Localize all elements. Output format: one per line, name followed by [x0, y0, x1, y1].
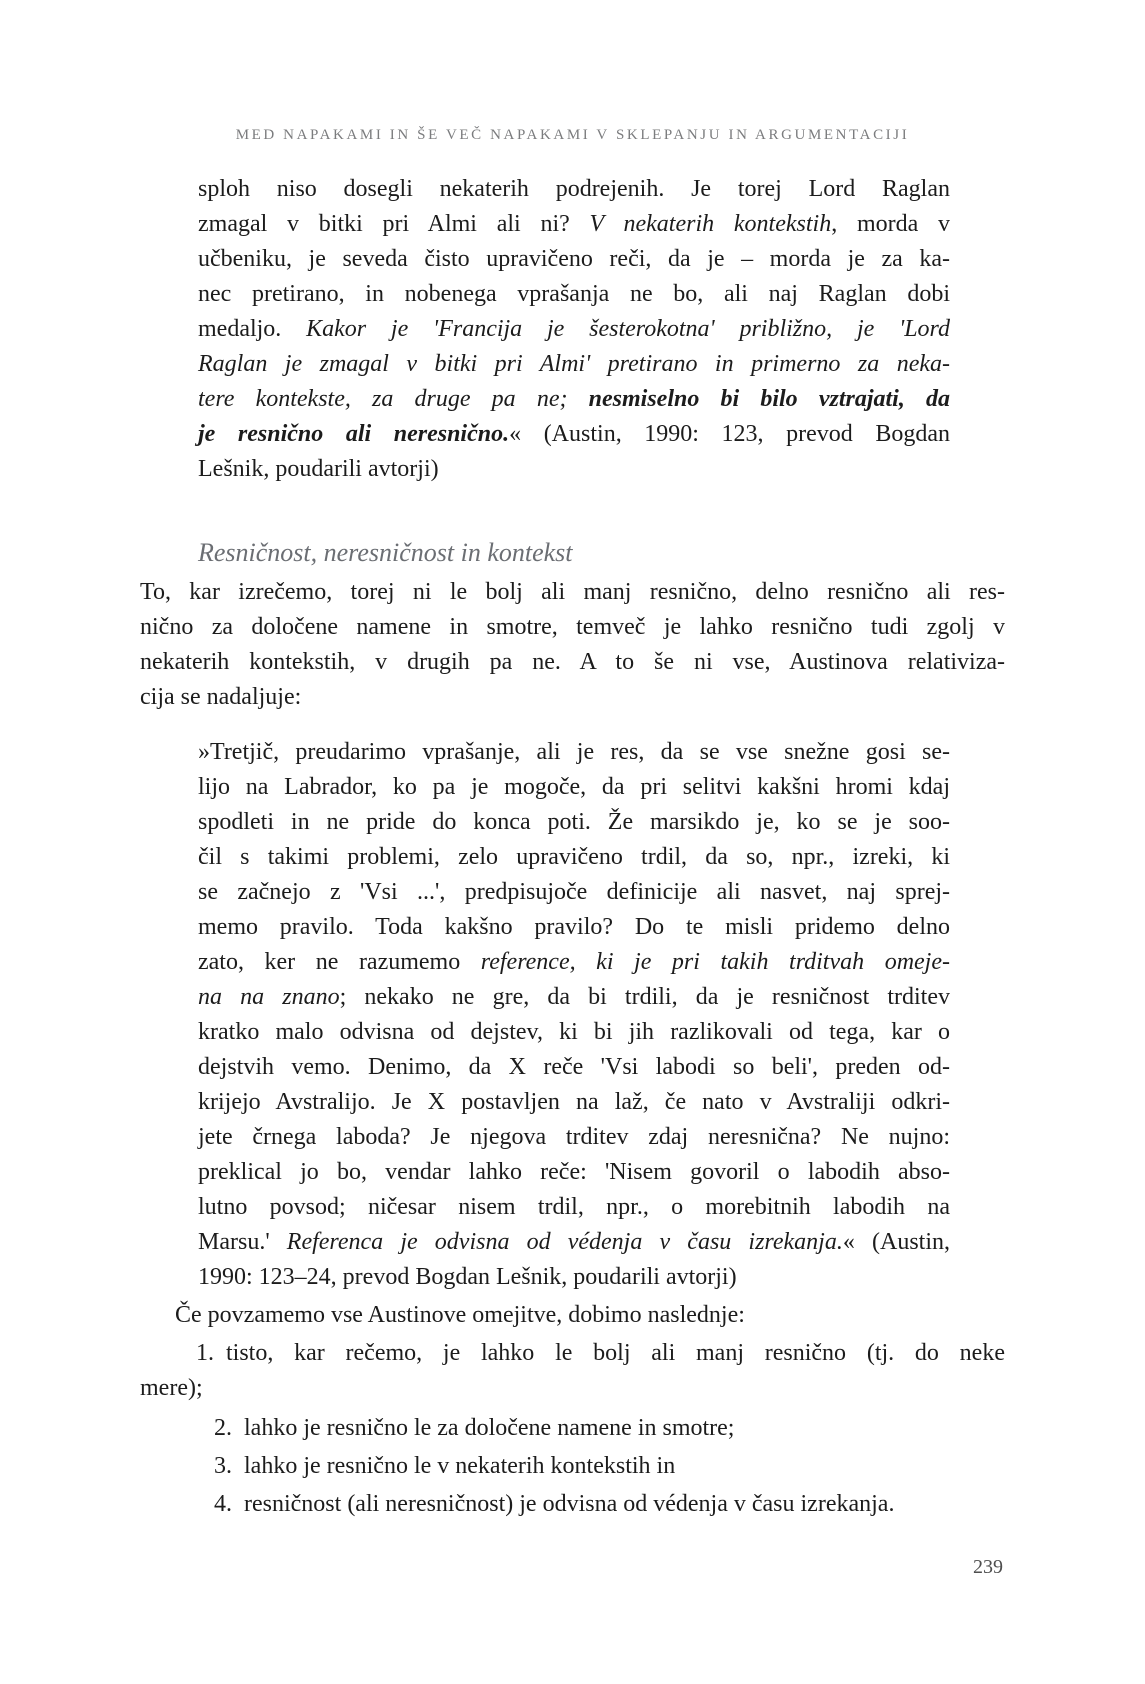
text-line [140, 1336, 1005, 1371]
text-line [198, 1120, 950, 1155]
text-segment: jete črnega laboda? Je njegova trditev zdaj neresnična? Ne nujno: [198, 1124, 950, 1150]
text-segment: nekaterih kontekstih, v drugih pa ne. A to še ni vse, Austinova relativiza- [140, 649, 1005, 675]
text-segment: Lešnik, poudarili avtorji) [198, 456, 439, 482]
text-line [198, 1050, 950, 1085]
text-line [198, 1155, 950, 1190]
text-segment: Raglan je zmagal v bitki pri Almi' pretirano in primerno za neka- [198, 351, 950, 377]
text-line [198, 207, 950, 242]
paragraph-intro [140, 575, 1005, 715]
text-segment: To, kar izrečemo, torej ni le bolj ali manj resnično, delno resnično ali res- [140, 579, 1005, 605]
text-line [140, 1449, 1005, 1484]
text-segment: cija se nadaljuje: [140, 684, 302, 710]
text-line [140, 1298, 1005, 1333]
text-segment: « (Austin, [842, 1229, 950, 1255]
text-segment: nesmiselno bi bilo vztrajati, da [588, 386, 950, 412]
text-line [198, 172, 950, 207]
text-segment: Marsu.' [198, 1229, 287, 1255]
text-line [198, 452, 950, 487]
text-segment: kratko malo odvisna od dejstev, ki bi jih razlikovali od tega, kar o [198, 1019, 950, 1045]
text-segment: čil s takimi problemi, zelo upravičeno trdil, da so, npr., izreki, ki [198, 844, 950, 870]
text-line [140, 1371, 1005, 1406]
text-segment: , morda v [831, 211, 951, 237]
text-line [140, 575, 1005, 610]
text-line [198, 1260, 950, 1295]
text-line [198, 1225, 950, 1260]
text-segment: Če povzamemo vse Austinove omejitve, dobimo naslednje: [175, 1302, 745, 1328]
text-segment: 3. lahko je resnično le v nekaterih kontekstih in [214, 1453, 676, 1479]
text-line [198, 1190, 950, 1225]
text-segment: reference, ki je pri takih trditvah omeje- [480, 949, 950, 975]
text-line [140, 1487, 1005, 1522]
text-segment: je resnično ali neresnično. [198, 421, 510, 447]
text-segment: učbeniku, je seveda čisto upravičeno reči, da je – morda je za ka- [198, 246, 950, 272]
text-line [140, 680, 1005, 715]
text-segment: sploh niso dosegli nekaterih podrejenih. Je torej Lord Raglan [198, 176, 950, 202]
running-head: MED NAPAKAMI IN ŠE VEČ NAPAKAMI V SKLEPANJU IN ARGUMENTACIJI [235, 127, 910, 143]
text-segment: medaljo. [198, 316, 307, 342]
text-segment: na na znano [198, 984, 340, 1010]
text-segment: ; nekako ne gre, da bi trdili, da je resničnost trditev [339, 984, 951, 1010]
text-line [198, 735, 950, 770]
text-segment: mere); [140, 1375, 203, 1401]
text-line [198, 382, 950, 417]
text-line [198, 980, 950, 1015]
text-segment: 4. resničnost (ali neresničnost) je odvisna od védenja v času izrekanja. [214, 1491, 895, 1517]
text-segment: Referenca je odvisna od védenja v času izrekanja. [286, 1229, 843, 1255]
text-line [198, 875, 950, 910]
text-segment: V nekaterih kontekstih [589, 211, 832, 237]
text-segment: nično za določene namene in smotre, temveč je lahko resnično tudi zgolj v [140, 614, 1005, 640]
text-line [198, 770, 950, 805]
text-line [198, 312, 950, 347]
text-line [198, 840, 950, 875]
text-line [140, 610, 1005, 645]
text-line [198, 805, 950, 840]
text-segment: tere kontekste, za druge pa ne; [198, 386, 589, 412]
text-segment: lijo na Labrador, ko pa je mogoče, da pri selitvi kakšni hromi kdaj [198, 774, 950, 800]
text-segment: preklical jo bo, vendar lahko reče: 'Nisem govoril o labodih abso- [198, 1159, 950, 1185]
text-line [198, 417, 950, 452]
text-segment: zato, ker ne razumemo [198, 949, 481, 975]
text-segment: zmagal v bitki pri Almi ali ni? [198, 211, 590, 237]
text-segment: « (Austin, 1990: 123, prevod Bogdan [509, 421, 950, 447]
numbered-list [140, 1336, 1005, 1522]
section-heading: Resničnost, neresničnost in kontekst [198, 538, 573, 567]
text-segment: krijejo Avstralijo. Je X postavljen na laž, če nato v Avstraliji odkri- [198, 1089, 950, 1115]
text-line [198, 277, 950, 312]
text-segment: lutno povsod; ničesar nisem trdil, npr., o morebitnih labodih na [198, 1194, 950, 1220]
text-line [140, 645, 1005, 680]
text-line [198, 347, 950, 382]
text-line [198, 242, 950, 277]
text-segment: memo pravilo. Toda kakšno pravilo? Do te misli pridemo delno [198, 914, 950, 940]
text-segment: Kakor je 'Francija je šesterokotna' približno, je 'Lord [306, 316, 951, 342]
text-line [140, 1411, 1005, 1446]
text-column [140, 172, 1005, 1522]
text-segment: dejstvih vemo. Denimo, da X reče 'Vsi labodi so beli', preden od- [198, 1054, 950, 1080]
text-segment: 2. lahko je resnično le za določene namene in smotre; [214, 1415, 735, 1441]
blockquote-austin-1 [198, 172, 950, 487]
text-segment: spodleti in ne pride do konca poti. Že marsikdo je, ko se je soo- [198, 809, 950, 835]
text-line [198, 1085, 950, 1120]
text-segment: 1990: 123–24, prevod Bogdan Lešnik, poudarili avtorji) [198, 1264, 737, 1290]
text-segment: »Tretjič, preudarimo vprašanje, ali je res, da se vse snežne gosi se- [198, 739, 950, 765]
page-number: 239 [973, 1556, 1003, 1578]
blockquote-austin-2 [198, 735, 950, 1295]
text-line [198, 945, 950, 980]
paragraph-summary-lead [140, 1298, 1005, 1333]
text-segment: se začnejo z 'Vsi ...', predpisujoče definicije ali nasvet, naj sprej- [198, 879, 950, 905]
text-segment: nec pretirano, in nobenega vprašanja ne bo, ali naj Raglan dobi [198, 281, 950, 307]
text-segment: 1. tisto, kar rečemo, je lahko le bolj ali manj resnično (tj. do neke [196, 1340, 1005, 1366]
text-line [198, 910, 950, 945]
text-line [198, 1015, 950, 1050]
